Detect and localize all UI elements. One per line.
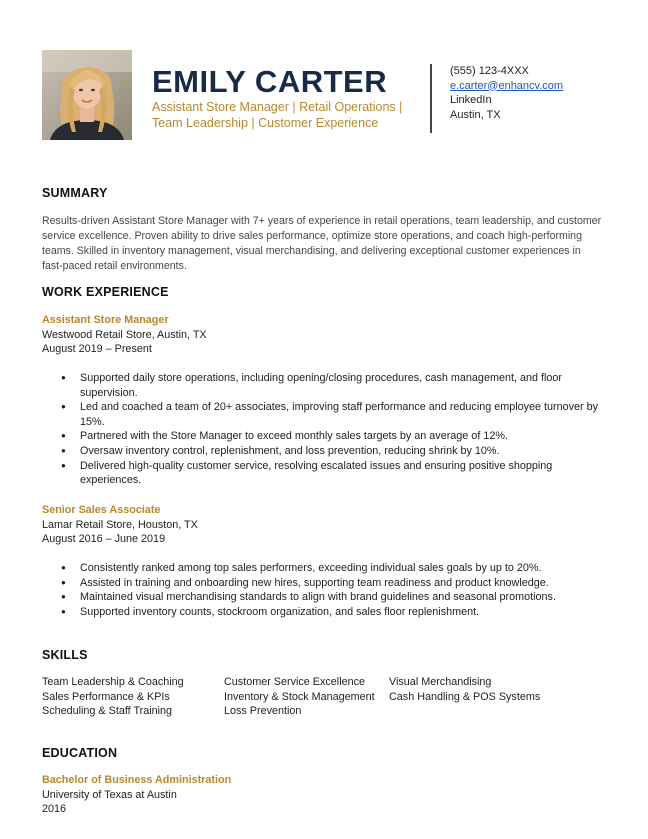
graduation-year: 2016 xyxy=(42,803,67,816)
contact-location: Austin, TX xyxy=(450,108,501,121)
job-dates: August 2016 – June 2019 xyxy=(42,533,166,546)
job-entry xyxy=(42,503,612,618)
job-entry xyxy=(42,313,612,487)
job-company: Lamar Retail Store, Houston, TX xyxy=(42,518,198,531)
skill-item: Scheduling & Staff Training xyxy=(42,705,173,718)
job-bullet: ● Delivered high-quality customer service, resolving escalated issues and ensuring positive shopping experiences. xyxy=(80,459,602,488)
job-bullet: ● Led and coached a team of 20+ associates, improving staff performance and reducing employee turnover by 15%. xyxy=(80,400,602,429)
skill-item: Loss Prevention xyxy=(224,705,302,718)
job-title: Senior Sales Associate xyxy=(42,504,161,516)
skill-item: Visual Merchandising xyxy=(389,676,492,688)
skills-column xyxy=(389,675,540,704)
job-bullet: ● Consistently ranked among top sales performers, exceeding individual sales goals by up to 20%. xyxy=(80,561,602,576)
skills-column xyxy=(42,675,184,719)
job-bullet: ● Partnered with the Store Manager to exceed monthly sales targets by an average of 12%. xyxy=(80,429,602,444)
skill-item: Cash Handling & POS Systems xyxy=(389,690,541,703)
job-bullet: ● Maintained visual merchandising standards to align with brand guidelines and seasonal promotions. xyxy=(80,590,602,605)
profile-photo-image xyxy=(42,50,132,140)
job-bullet: ● Assisted in training and onboarding new hires, supporting team readiness and product knowledge. xyxy=(80,576,602,591)
contact-email-link[interactable]: e.carter@enhancv.com xyxy=(450,79,564,92)
job-bullet-list xyxy=(80,561,602,619)
profile-photo xyxy=(42,50,132,140)
skills-column xyxy=(224,675,375,719)
job-bullet: ● Oversaw inventory control, replenishment, and loss prevention, reducing shrink by 10%. xyxy=(80,444,602,459)
contact-block xyxy=(450,64,563,122)
job-bullet: ● Supported inventory counts, stockroom organization, and sales floor replenishment. xyxy=(80,605,602,620)
job-company: Westwood Retail Store, Austin, TX xyxy=(42,328,207,341)
skill-item: Team Leadership & Coaching xyxy=(42,676,184,688)
job-dates: August 2019 – Present xyxy=(42,343,152,356)
education-heading: EDUCATION xyxy=(42,746,118,760)
header-divider xyxy=(430,64,432,133)
skill-item: Inventory & Stock Management xyxy=(224,690,375,703)
job-bullet-list xyxy=(80,371,602,488)
candidate-name: EMILY CARTER xyxy=(152,64,388,99)
degree-title: Bachelor of Business Administration xyxy=(42,774,232,786)
job-title: Assistant Store Manager xyxy=(42,314,169,326)
job-bullet: ● Supported daily store operations, including opening/closing procedures, cash management, and floor supervision. xyxy=(80,371,602,400)
skill-item: Customer Service Excellence xyxy=(224,676,366,688)
work-experience-heading: WORK EXPERIENCE xyxy=(42,285,169,299)
skill-item: Sales Performance & KPIs xyxy=(42,690,170,703)
summary-heading: SUMMARY xyxy=(42,186,108,200)
summary-text: Results-driven Assistant Store Manager with 7+ years of experience in retail operations, team leadership, and customer service excellence. Proven ability to drive sales performance, optimize store operations, and coach high-performing teams. Skilled in inventory management, visual merchandising, and delivering exceptional customer experiences in fast-paced retail environments. xyxy=(42,215,602,272)
school-name: University of Texas at Austin xyxy=(42,788,177,801)
skills-heading: SKILLS xyxy=(42,648,88,662)
education-entry xyxy=(42,773,231,817)
candidate-tagline: Assistant Store Manager | Retail Operations | Team Leadership | Customer Experience xyxy=(152,100,403,130)
contact-linkedin-link[interactable]: LinkedIn xyxy=(450,94,492,106)
contact-phone: (555) 123-4XXX xyxy=(450,65,529,77)
